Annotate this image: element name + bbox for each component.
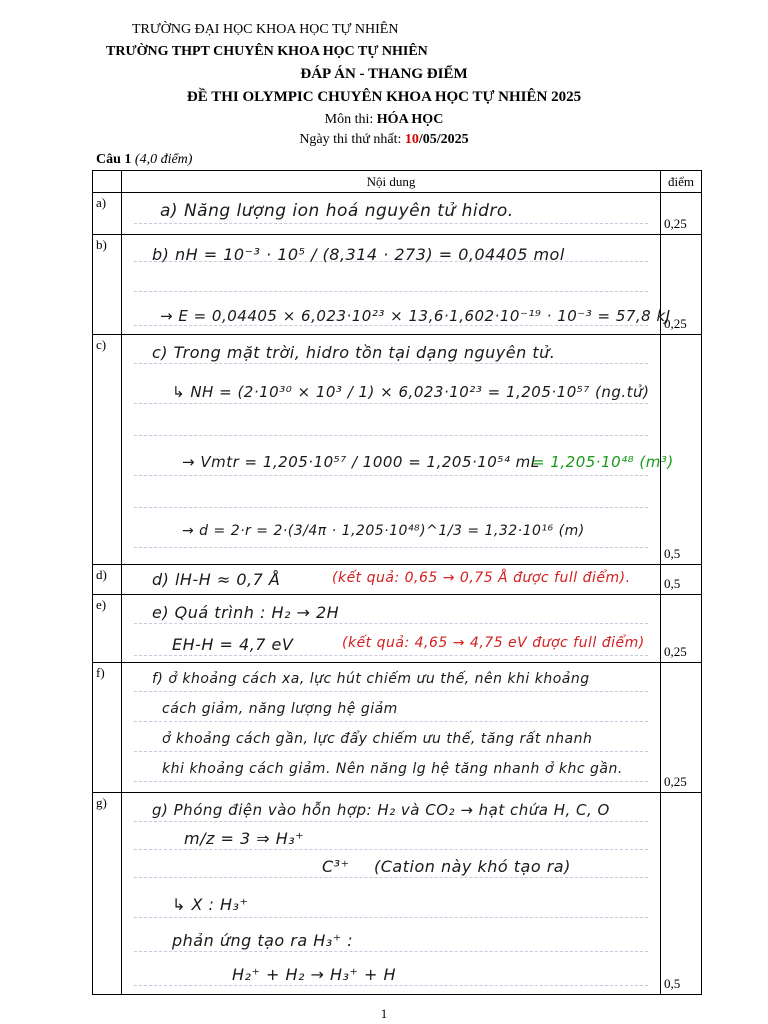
date-month-year: /05/2025 xyxy=(418,132,469,147)
row-label: d) xyxy=(93,565,122,595)
handwritten-line: d) lH-H ≈ 0,7 Å xyxy=(152,570,281,589)
question-heading xyxy=(96,152,192,168)
exam-title: ĐỀ THI OLYMPIC CHUYÊN KHOA HỌC TỰ NHIÊN 2025 xyxy=(186,89,582,105)
row-content xyxy=(122,193,661,235)
school-name-highschool: TRƯỜNG THPT CHUYÊN KHOA HỌC TỰ NHIÊN xyxy=(106,44,428,59)
handwritten-line: (Cation này khó tạo ra) xyxy=(374,857,571,876)
exam-date-line xyxy=(0,132,768,148)
subject-line xyxy=(0,112,768,128)
handwritten-line: f) ở khoảng cách xa, lực hút chiếm ưu thế, nên khi khoảng xyxy=(152,671,590,687)
handwritten-line: cách giảm, năng lượng hệ giảm xyxy=(162,701,398,717)
handwritten-line: C³⁺ xyxy=(322,857,350,876)
header-points: điểm xyxy=(661,171,702,193)
table-row xyxy=(93,793,702,995)
subject-label: Môn thi: xyxy=(324,112,374,127)
row-points: 0,25 xyxy=(661,663,702,793)
handwritten-line: e) Quá trình : H₂ → 2H xyxy=(152,603,340,622)
row-points: 0,25 xyxy=(661,193,702,235)
handwritten-line: m/z = 3 ⇒ H₃⁺ xyxy=(184,829,305,848)
handwritten-line: b) nH = 10⁻³ · 10⁵ / (8,314 · 273) = 0,04405 mol xyxy=(152,245,565,264)
row-label: b) xyxy=(93,235,122,335)
table-row xyxy=(93,565,702,595)
row-label: g) xyxy=(93,793,122,995)
table-header-row xyxy=(93,171,702,193)
handwritten-line: ↳ X : H₃⁺ xyxy=(172,895,249,914)
question-label: Câu 1 xyxy=(96,152,132,167)
row-label: e) xyxy=(93,595,122,663)
handwritten-note-red: (kết quả: 4,65 → 4,75 eV được full điểm) xyxy=(342,635,645,651)
handwritten-line: ↳ NH = (2·10³⁰ × 10³ / 1) × 6,023·10²³ = 1,205·10⁵⁷ (ng.tử) xyxy=(172,383,650,401)
row-points: 0,25 xyxy=(661,595,702,663)
row-label: f) xyxy=(93,663,122,793)
handwritten-line: phản ứng tạo ra H₃⁺ : xyxy=(172,931,354,950)
row-points: 0,5 xyxy=(661,793,702,995)
header-content: Nội dung xyxy=(122,171,661,193)
handwritten-line: EH-H = 4,7 eV xyxy=(172,635,294,654)
table-row xyxy=(93,193,702,235)
handwritten-line-green: = 1,205·10⁴⁸ (m³) xyxy=(532,453,674,471)
answer-table xyxy=(92,170,702,995)
row-points: 0,5 xyxy=(661,565,702,595)
handwritten-line: khi khoảng cách giảm. Nên năng lg hệ tăng nhanh ở khc gần. xyxy=(162,761,623,777)
table-row xyxy=(93,663,702,793)
row-label: c) xyxy=(93,335,122,565)
handwritten-line: → d = 2·r = 2·(3/4π · 1,205·10⁴⁸)^1/3 = 1,32·10¹⁶ (m) xyxy=(182,523,585,539)
handwritten-line: → Vmtr = 1,205·10⁵⁷ / 1000 = 1,205·10⁵⁴ mL xyxy=(182,453,540,471)
subject-name: HÓA HỌC xyxy=(376,112,444,127)
row-content xyxy=(122,335,674,565)
school-name-university: TRƯỜNG ĐẠI HỌC KHOA HỌC TỰ NHIÊN xyxy=(132,22,399,37)
row-content xyxy=(122,793,661,995)
date-label: Ngày thi thứ nhất: xyxy=(299,132,402,147)
handwritten-note-red: (kết quả: 0,65 → 0,75 Å được full điểm). xyxy=(332,570,631,586)
handwritten-line: → E = 0,04405 × 6,023·10²³ × 13,6·1,602·10⁻¹⁹ · 10⁻³ = 57,8 kJ xyxy=(160,307,671,325)
handwritten-line: g) Phóng điện vào hỗn hợp: H₂ và CO₂ → hạt chứa H, C, O xyxy=(152,801,610,819)
handwritten-line: ở khoảng cách gần, lực đẩy chiếm ưu thế, tăng rất nhanh xyxy=(162,731,593,747)
page-number: 1 xyxy=(380,1006,388,1021)
doc-title: ĐÁP ÁN - THANG ĐIỂM xyxy=(300,66,468,82)
row-content xyxy=(122,663,661,793)
handwritten-line: a) Năng lượng ion hoá nguyên tử hidro. xyxy=(160,201,514,221)
question-points: (4,0 điểm) xyxy=(134,152,193,167)
row-points: 0,25 xyxy=(661,235,702,335)
table-row xyxy=(93,595,702,663)
date-day: 10 xyxy=(404,132,419,147)
table-row xyxy=(93,235,702,335)
row-points: 0,5 xyxy=(661,335,702,565)
handwritten-line: c) Trong mặt trời, hidro tồn tại dạng nguyên tử. xyxy=(152,343,556,362)
table-row xyxy=(93,335,702,565)
row-content xyxy=(122,235,671,335)
row-content xyxy=(122,595,661,663)
row-label: a) xyxy=(93,193,122,235)
row-content xyxy=(122,565,661,595)
handwritten-line: H₂⁺ + H₂ → H₃⁺ + H xyxy=(232,965,396,984)
header-label-cell xyxy=(93,171,122,193)
